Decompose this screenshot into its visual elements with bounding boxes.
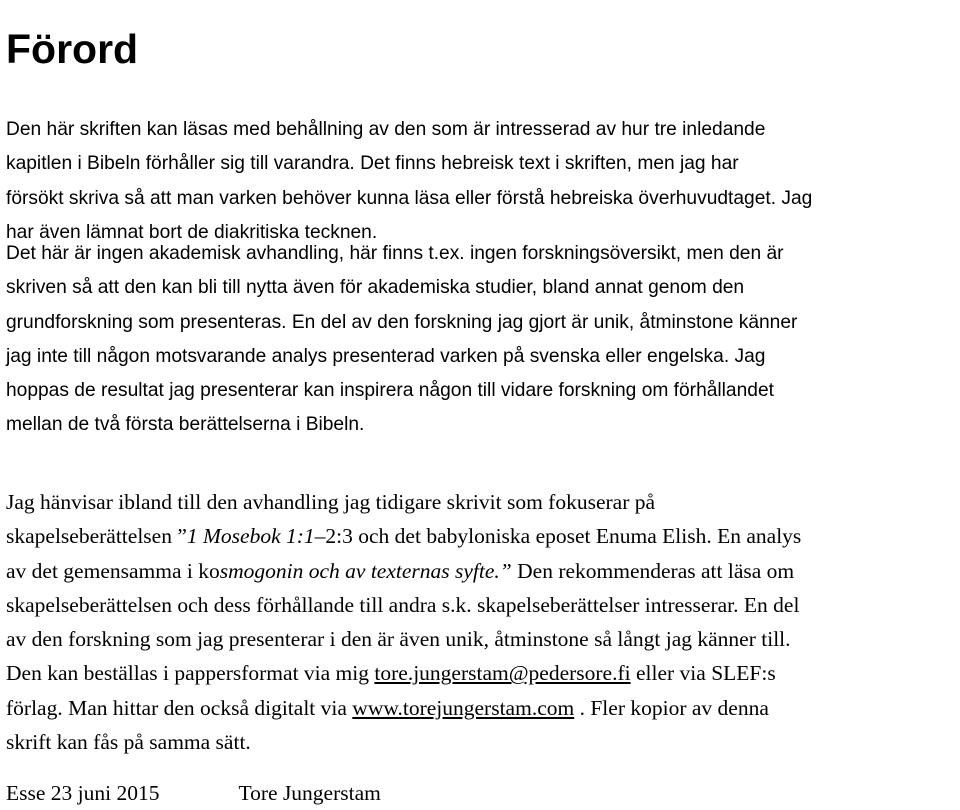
paragraph-line: försökt skriva så att man varken behöver kunna läsa eller förstå hebreiska överhuvudtaget. Jag: [6, 187, 813, 209]
title-fragment: smogonin och av texternas syfte.”: [219, 558, 512, 583]
paragraph-line: har även lämnat bort de diakritiska tecknen.: [6, 221, 378, 243]
paragraph-line: [6, 519, 956, 553]
signature-author: Tore Jungerstam: [238, 781, 381, 805]
website-link[interactable]: www.torejungerstam.com: [352, 695, 575, 720]
paragraph-line: Jag hänvisar ibland till den avhandling jag tidigare skrivit som fokuserar på: [6, 490, 656, 514]
email-link[interactable]: tore.jungerstam@pedersore.fi: [374, 661, 631, 686]
text-fragment: eller via SLEF:s: [630, 661, 776, 686]
paragraph-line: Den här skriften kan läsas med behållning av den som är intresserad av hur tre inledande: [6, 119, 766, 140]
text-fragment: av det gemensamma i ko: [6, 558, 220, 583]
page-title: Förord: [6, 26, 139, 73]
text-fragment: skapelseberättelsen ”: [6, 524, 187, 549]
paragraph-line: skrift kan fås på samma sätt.: [6, 730, 251, 755]
signature-line: [6, 776, 381, 810]
paragraph-line: [6, 656, 956, 690]
signature-place-date: Esse 23 juni 2015: [6, 781, 160, 805]
paragraph-line: jag inte till någon motsvarande analys presenterad varken på svenska eller engelska. Jag: [6, 345, 766, 367]
text-fragment: Den kan beställas i pappersformat via mig: [6, 661, 375, 686]
paragraph-line: kapitlen i Bibeln förhåller sig till varandra. Det finns hebreisk text i skriften, men jag har: [6, 153, 739, 175]
paragraph-line: mellan de två första berättelserna i Bibeln.: [6, 414, 365, 436]
scope-paragraph: [6, 237, 956, 443]
text-fragment: . Fler kopior av denna: [574, 695, 769, 720]
text-fragment: –2:3 och det babyloniska eposet Enuma Elish. En analys: [314, 524, 802, 549]
paragraph-line: [6, 554, 956, 588]
intro-paragraph: [6, 113, 956, 250]
paragraph-line: grundforskning som presenteras. En del av den forskning jag gjort är unik, åtminstone känner: [6, 311, 798, 333]
reference-paragraph: [6, 485, 956, 759]
paragraph-line: skapelseberättelsen och dess förhållande till andra s.k. skapelseberättelser intresserar. En del: [6, 592, 800, 617]
text-fragment: Den rekommenderas att läsa om: [511, 558, 795, 583]
paragraph-line: [6, 691, 956, 725]
text-fragment: förlag. Man hittar den också digitalt via: [6, 695, 353, 720]
paragraph-line: av den forskning som jag presenterar i den är även unik, åtminstone så långt jag känner till.: [6, 627, 791, 652]
paragraph-line: skriven så att den kan bli till nytta även för akademiska studier, bland annat genom den: [6, 277, 745, 299]
paragraph-line: Det här är ingen akademisk avhandling, här finns t.ex. ingen forskningsöversikt, men den är: [6, 243, 784, 264]
paragraph-line: hoppas de resultat jag presenterar kan inspirera någon till vidare forskning om förhållandet: [6, 380, 774, 402]
book-reference: 1 Mosebok 1:1: [186, 524, 315, 549]
